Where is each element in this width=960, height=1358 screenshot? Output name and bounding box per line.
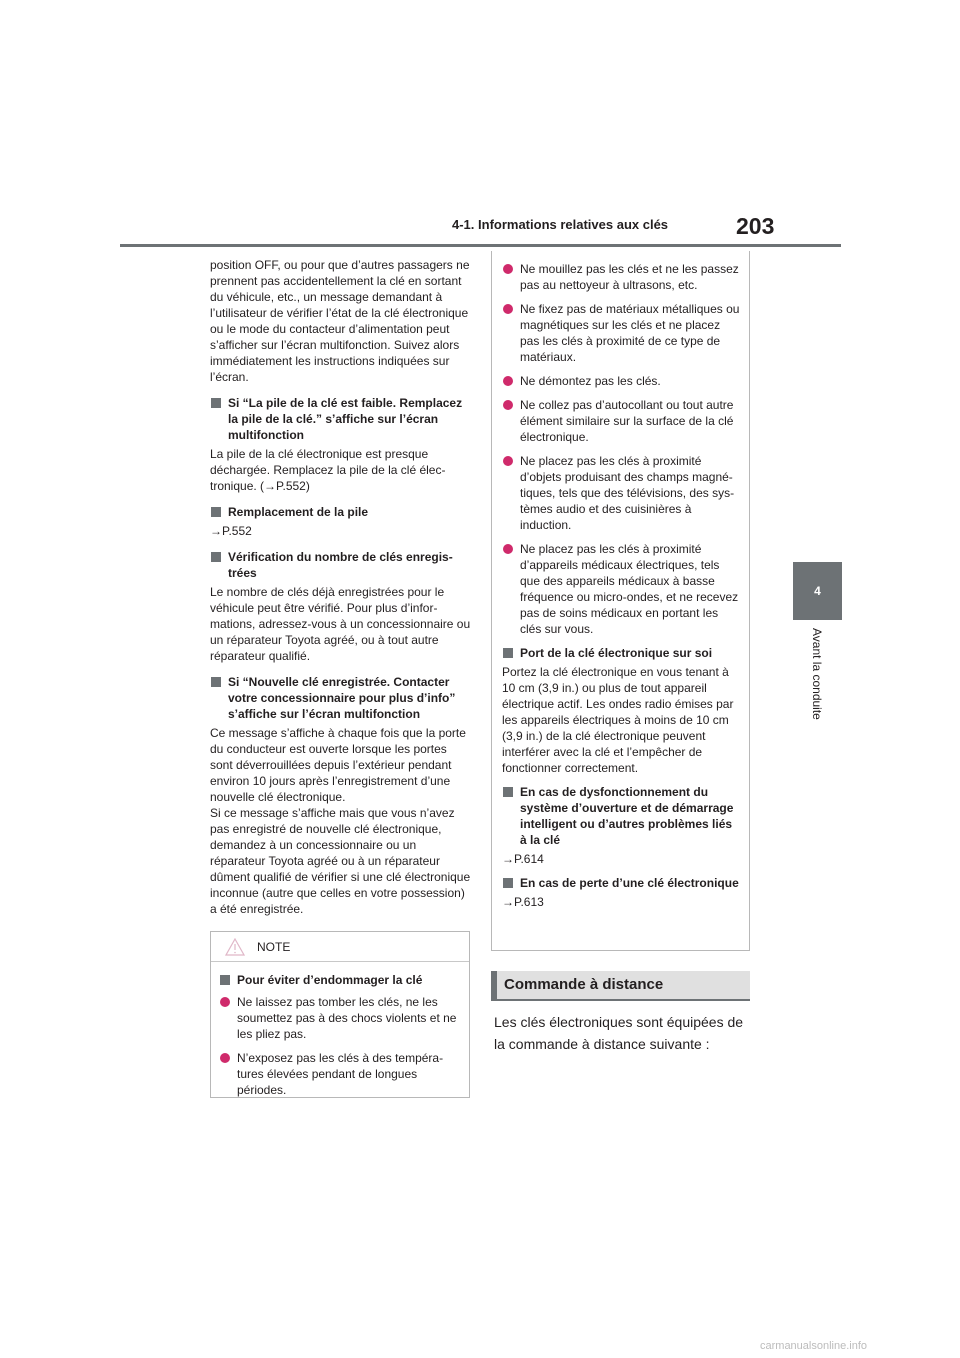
section-title: 4-1. Informations relatives aux clés <box>452 217 669 232</box>
section-body: Portez la clé électronique en vous tenant à 10 cm (3,9 in.) ou plus de tout appareil électrique actif. Les ondes radio émises par les appareils électriques à moins de 10 cm (3,9 in.) de la clé électronique peuvent interférer avec la clé et l’empêcher de fonctionner correctement. <box>502 665 734 775</box>
remote-heading-bar <box>491 971 750 1001</box>
right-note-continuation <box>491 251 750 951</box>
warning-triangle-icon <box>225 938 245 956</box>
section-heading: Si “La pile de la clé est faible. Remplacez la pile de la clé.” s’affiche sur l’écran multifonction <box>210 395 472 443</box>
section-heading: Remplacement de la pile <box>210 504 472 520</box>
section-body: Le nombre de clés déjà enregistrées pour le véhicule peut être vérifié. Pour plus d’informations, adressez-vous à un concessionnaire ou un réparateur Toyota agréé, ou à tout autre réparateur qualifié. <box>210 585 471 663</box>
header-rule <box>120 244 841 247</box>
section-heading: Si “Nouvelle clé enregistrée. Contacter votre concessionnaire pour plus d’info” s’affiche sur l’écran multifonction <box>210 674 472 722</box>
note-bullet: Ne collez pas d’autocollant ou tout autre élément similaire sur la surface de la clé électronique. <box>502 397 741 445</box>
chapter-title-vertical <box>798 628 838 808</box>
chapter-title: Avant la conduite <box>810 628 824 720</box>
note-box <box>210 931 470 1098</box>
note-bullet: Ne démontez pas les clés. <box>502 373 741 389</box>
note-bullet: Ne fixez pas de matériaux métalliques ou magnétiques sur les clés et ne placez pas les clés à proximité de ce type de matériaux. <box>502 301 741 365</box>
section-body: Si ce message s’affiche mais que vous n’avez pas enregistré de nouvelle clé électronique, demandez à un concessionnaire ou un réparateur Toyota agréé ou à un réparateur dûment qualifié de vérifier si une clé électronique inconnue (autre que celles en votre possession) a été enregistrée. <box>210 806 471 916</box>
note-label: NOTE <box>257 940 291 954</box>
note-bullet: N’exposez pas les clés à des températures élevées pendant de longues périodes. <box>219 1050 461 1098</box>
note-bullet: Ne placez pas les clés à proximité d’objets produisant des champs magnétiques, tels que des télévisions, des systèmes audio et des cuisinières à induction. <box>502 453 741 533</box>
section-body: La pile de la clé électronique est presque déchargée. Remplacez la pile de la clé électronique. (→P.552) <box>210 447 446 493</box>
note-bullet: Ne laissez pas tomber les clés, ne les soumettez pas à des chocs violents et ne les pliez pas. <box>219 994 461 1042</box>
note-bullet: Ne mouillez pas les clés et ne les passez pas au nettoyeur à ultrasons, etc. <box>502 261 741 293</box>
page-number: 203 <box>736 213 775 239</box>
chapter-tab: 4 <box>793 562 842 620</box>
section-heading: Vérification du nombre de clés enregistrées <box>210 549 472 581</box>
note-heading: Pour éviter d’endommager la clé <box>219 972 461 988</box>
section-body: Ce message s’affiche à chaque fois que la porte du conducteur est ouverte lorsque les portes sont déverrouillées depuis l’extérieur pendant environ 10 jours après l’enregistrement d’une nouvelle clé électronique. <box>210 726 466 804</box>
note-header <box>211 932 469 962</box>
section-heading: En cas de perte d’une clé électronique <box>502 875 741 891</box>
watermark: carmanualsonline.info <box>760 1340 868 1352</box>
section-heading: En cas de dysfonctionnement du système d’ouverture et de démarrage intelligent ou d’autres problèmes liés à la clé <box>502 784 741 848</box>
remote-heading: Commande à distance <box>504 976 664 993</box>
page-reference: →P.614 <box>502 852 544 866</box>
section-heading: Port de la clé électronique sur soi <box>502 645 741 661</box>
remote-intro: Les clés électroniques sont équipées de la commande à distance suivante : <box>494 1014 744 1052</box>
note-bullet: Ne placez pas les clés à proximité d’appareils médicaux électriques, tels que des appareils médicaux à basse fréquence ou micro-ondes, et ne recevez pas de soins médicaux en portant les clés sur vous. <box>502 541 741 637</box>
page-reference: →P.613 <box>502 895 544 909</box>
left-column <box>210 257 472 923</box>
page-reference: →P.552 <box>210 524 252 538</box>
intro-paragraph: position OFF, ou pour que d’autres passagers ne prennent pas accidentellement la clé en sortant du véhicule, etc., un message demandant à l’utilisateur de vérifier l’état de la clé électronique ou le mode du contacteur d’alimentation peut s’afficher sur l’écran multifonction. Suivez alors immédiatement les instructions indiquées sur l’écran. <box>210 258 470 384</box>
note-body <box>211 962 469 1098</box>
